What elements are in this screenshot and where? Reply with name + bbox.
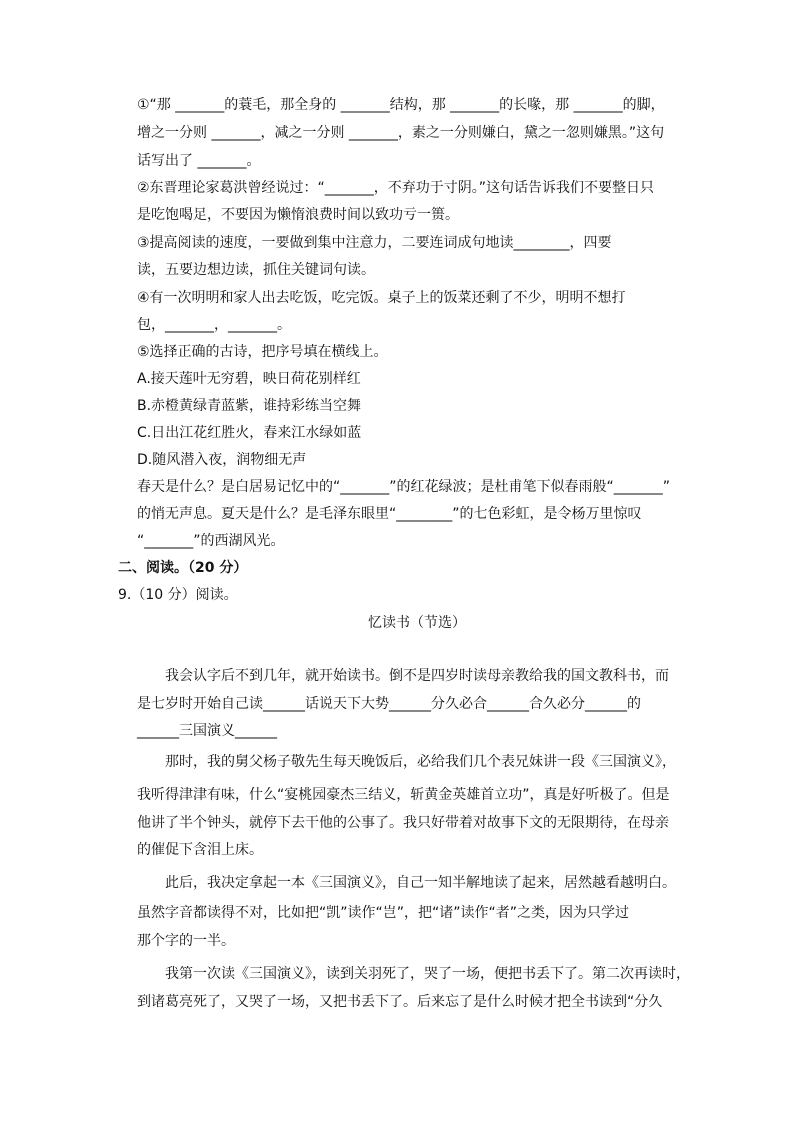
passage-line: 我会认字后不到几年，就开始读书。倒不是四岁时读母亲教给我的国文教科书，而	[165, 668, 669, 684]
question-number: 9.（10 分）阅读。	[118, 587, 238, 603]
line: ①“那 _______的蓑毛，那全身的 _______结构，那 _______的长喙，那 _______的脚，	[137, 97, 665, 113]
passage-line: 我第一次读《三国演义》，读到关羽死了，哭了一场，便把书丢下了。第二次再读时，	[165, 966, 690, 982]
line: ④有一次明明和家人出去吃饭，吃完饭。桌子上的饭菜还剩了不少，明明不想打	[137, 290, 626, 306]
line: “_______”的西湖风光。	[137, 533, 285, 549]
line: C.日出江花红胜火，春来江水绿如蓝	[137, 425, 362, 441]
line: 读，五要边想边读，抓住关键词句读。	[137, 262, 375, 278]
line: B.赤橙黄绿青蓝紫，谁持彩练当空舞	[137, 398, 362, 414]
passage-title: 忆读书（节选）	[368, 615, 466, 631]
passage-line: 那时，我的舅父杨子敬先生每天晚饭后，必给我们几个表兄妹讲一段《三国演义》，	[165, 754, 676, 770]
line: D.随风潜入夜，润物细无声	[137, 452, 307, 468]
line: 包，_______，_______。	[137, 317, 291, 333]
line: ③提高阅读的速度，一要做到集中注意力，二要连词成句地读________，四要	[137, 235, 612, 251]
section-heading: 二、阅读。（20 分）	[118, 560, 248, 576]
passage-line: 是七岁时开始自己读______话说天下大势______分久必合______合久必分______的	[137, 696, 641, 712]
line: A.接天莲叶无穷碧，映日荷花别样红	[137, 371, 361, 387]
line: 是吃饱喝足，不要因为懒惰浪费时间以致功亏一篑。	[137, 207, 459, 223]
passage-line: 虽然字音都读得不对，比如把“凯”读作“岂”，把“诸”读作“者”之类，因为只学过	[137, 905, 630, 921]
line: ②东晋理论家葛洪曾经说过：“_______，不弃功于寸阴。”这句话告诉我们不要整日只	[137, 180, 655, 196]
line: 增之一分则 _______，减之一分则 _______，素之一分则嫌白，黛之一忽则嫌黑。”这句	[137, 125, 665, 141]
passage-line: 那个字的一半。	[137, 933, 235, 949]
passage-line: 的催促下含泪上床。	[137, 842, 263, 858]
line: 春天是什么？是白居易记忆中的“_______”的红花绿波；是杜甫笔下似春雨般“_______”	[137, 479, 671, 495]
passage-line: 到诸葛亮死了，又哭了一场，又把书丢下了。后来忘了是什么时候才把全书读到“分久	[137, 994, 663, 1010]
passage-line: 我听得津津有味，什么“宴桃园豪杰三结义，斩黄金英雄首立功”，真是好听极了。但是	[137, 787, 670, 803]
passage-line: 此后，我决定拿起一本《三国演义》，自己一知半解地读了起来，居然越看越明白。	[165, 875, 676, 891]
passage-line: 他讲了半个钟头，就停下去干他的公事了。我只好带着对故事下文的无限期待，在母亲	[137, 815, 669, 831]
line: ⑤选择正确的古诗，把序号填在横线上。	[137, 344, 388, 360]
line: 的悄无声息。夏天是什么？是毛泽东眼里“________”的七色彩虹，是令杨万里惊叹	[137, 506, 642, 522]
passage-line: ______三国演义______	[137, 723, 277, 739]
line: 话写出了 _______。	[137, 153, 261, 169]
